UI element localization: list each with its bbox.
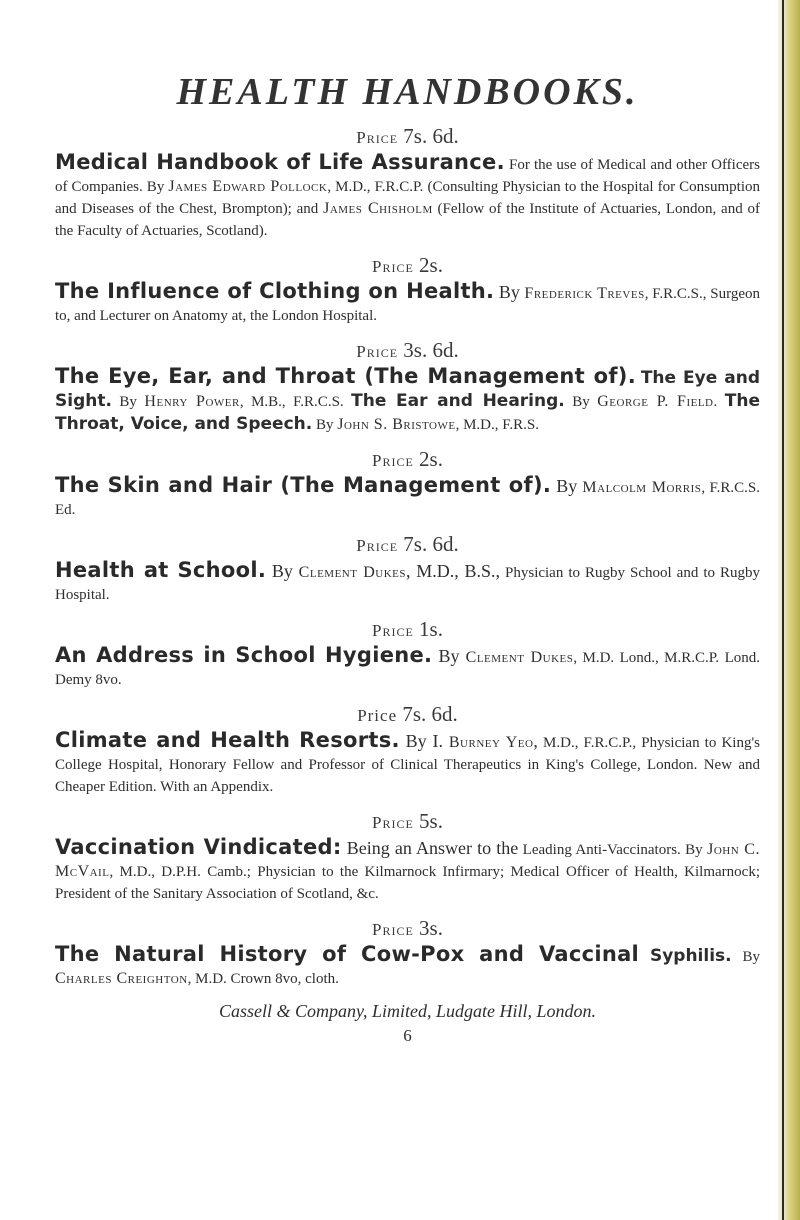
description-text: , M.D., F.R.S. — [455, 417, 539, 433]
description-text: M.D., F.R.C.P., Physician to King's College Hospital, Honorary Fellow and Professor of Clinical Therapeutics in King's College, London. New and Cheaper Edition. With an Appendix. — [55, 735, 761, 795]
entries-list — [55, 124, 760, 990]
description-text: (Fellow of the Institute of Actuaries, London, and of the Faculty of Actuaries, Scotland). — [55, 201, 760, 239]
book-title: An Address in School Hygiene. — [55, 643, 433, 667]
price-amount: 2s. — [419, 253, 443, 277]
author-name: George P. Field — [597, 393, 714, 410]
price-label: Price — [372, 257, 420, 276]
book-title: The Skin and Hair (The Management of). — [55, 473, 552, 497]
price-line — [55, 702, 760, 727]
author-name: James Edward Pollock — [168, 178, 328, 195]
description-text: , M.D., F.R.C.P. (Consulting Physician to the Hospital for Consumption and Diseases of the Chest, Brompton); and — [55, 179, 761, 217]
price-label: Price — [372, 451, 420, 470]
description-text: , M.D. Lond., M.R.C.P. Lond. Demy 8vo. — [55, 650, 760, 688]
price-amount: 1s. — [419, 617, 443, 641]
book-entry — [55, 809, 760, 905]
book-description — [55, 280, 760, 327]
page-title: HEALTH HANDBOOKS. — [176, 71, 639, 113]
author-name: John S. Bristowe — [337, 416, 456, 433]
book-title: Health at School. — [55, 558, 267, 582]
price-amount: 2s. — [419, 447, 443, 471]
book-entry — [55, 532, 760, 606]
book-title: The Natural History of Cow-Pox and Vaccinal — [55, 942, 640, 966]
price-line — [55, 338, 760, 363]
book-entry — [55, 447, 760, 521]
price-line — [55, 617, 760, 642]
author-name: Clement Dukes — [465, 649, 574, 666]
description-text: By — [312, 417, 338, 433]
author-name: Frederick Treves — [524, 285, 645, 302]
book-description — [55, 836, 760, 905]
description-text: By — [551, 476, 583, 496]
description-text: Leading Anti-Vaccinators. By — [518, 842, 708, 858]
description-text: For the use of Medical and other Officers of Companies. By — [55, 157, 760, 195]
price-label: Price — [356, 536, 404, 555]
price-amount: 7s. 6d. — [402, 702, 458, 726]
book-title: Climate and Health Resorts. — [55, 728, 400, 752]
book-entry — [55, 916, 760, 990]
description-text: . — [713, 394, 725, 410]
publisher-imprint: Cassell & Company, Limited, Ludgate Hill, London. — [218, 1001, 597, 1021]
description-text: , M.D. Crown 8vo, cloth. — [187, 971, 339, 987]
price-label: Price — [357, 706, 403, 725]
book-title: The Eye, Ear, and Throat (The Management of). — [55, 364, 636, 388]
description-text: , — [533, 731, 538, 751]
description-text: , M.D., D.P.H. Camb.; Physician to the Kilmarnock Infirmary; Medical Officer of Health, Kilmarnock; President of the Sanitary Association of Scotland, &c. — [55, 864, 760, 902]
book-description — [55, 559, 760, 606]
description-text: Being an Answer to the — [341, 838, 519, 858]
author-name: Burney Yeo — [448, 734, 534, 751]
price-label: Price — [356, 342, 404, 361]
description-text: Physician to Rugby School and to Rugby Hospital. — [55, 565, 761, 603]
description-text: By — [266, 561, 299, 581]
author-name: Henry Power — [144, 393, 240, 410]
book-description — [55, 365, 760, 436]
price-amount: 7s. 6d. — [403, 124, 459, 148]
description-text: By — [731, 949, 760, 965]
book-entry — [55, 338, 760, 436]
price-label: Price — [372, 920, 420, 939]
description-text: By — [494, 282, 525, 302]
book-title: Vaccination Vindicated: — [55, 835, 342, 859]
description-text: By — [111, 394, 145, 410]
price-label: Price — [372, 621, 420, 640]
price-amount: 3s. 6d. — [403, 338, 459, 362]
book-description — [55, 943, 760, 990]
author-name: Malcolm Morris — [582, 479, 702, 496]
price-line — [55, 447, 760, 472]
book-description — [55, 151, 760, 242]
description-text: By — [432, 646, 466, 666]
price-line — [55, 809, 760, 834]
price-line — [55, 124, 760, 149]
page-binding-edge — [778, 0, 800, 1220]
book-entry — [55, 617, 760, 691]
book-entry — [55, 702, 760, 798]
price-amount: 7s. 6d. — [403, 532, 459, 556]
author-name: Clement Dukes — [298, 564, 406, 581]
sub-title: The Ear and Hearing. — [351, 391, 565, 411]
price-line — [55, 253, 760, 278]
book-description — [55, 644, 760, 691]
book-description — [55, 729, 760, 798]
author-name: James Chisholm — [323, 200, 433, 217]
page-content — [55, 70, 760, 1046]
description-text: , F.R.C.S. Ed. — [55, 480, 760, 518]
price-line — [55, 532, 760, 557]
description-text: , M.D., B.S., — [405, 561, 501, 581]
book-entry — [55, 253, 760, 327]
sub-title: The Throat, Voice, and Speech. — [55, 391, 760, 434]
description-text: By — [564, 394, 598, 410]
book-description — [55, 474, 760, 521]
book-entry — [55, 124, 760, 242]
price-line — [55, 916, 760, 941]
author-name: John C. McVail — [55, 841, 760, 880]
book-title: Medical Handbook of Life Assurance. — [55, 150, 505, 174]
author-name: Charles Creighton — [55, 970, 188, 987]
price-amount: 5s. — [419, 809, 443, 833]
price-amount: 3s. — [419, 916, 443, 940]
description-text: , M.B., F.R.C.S. — [239, 394, 352, 410]
price-label: Price — [356, 128, 404, 147]
book-title: The Influence of Clothing on Health. — [55, 279, 495, 303]
sub-title: The Eye and Sight. — [55, 368, 760, 411]
description-text: , F.R.C.S., Surgeon to, and Lecturer on Anatomy at, the London Hospital. — [55, 286, 760, 324]
sub-title: Syphilis. — [649, 946, 732, 966]
page-number: 6 — [403, 1026, 412, 1045]
description-text: By I. — [399, 731, 449, 751]
price-label: Price — [372, 813, 420, 832]
description-text — [639, 949, 650, 965]
